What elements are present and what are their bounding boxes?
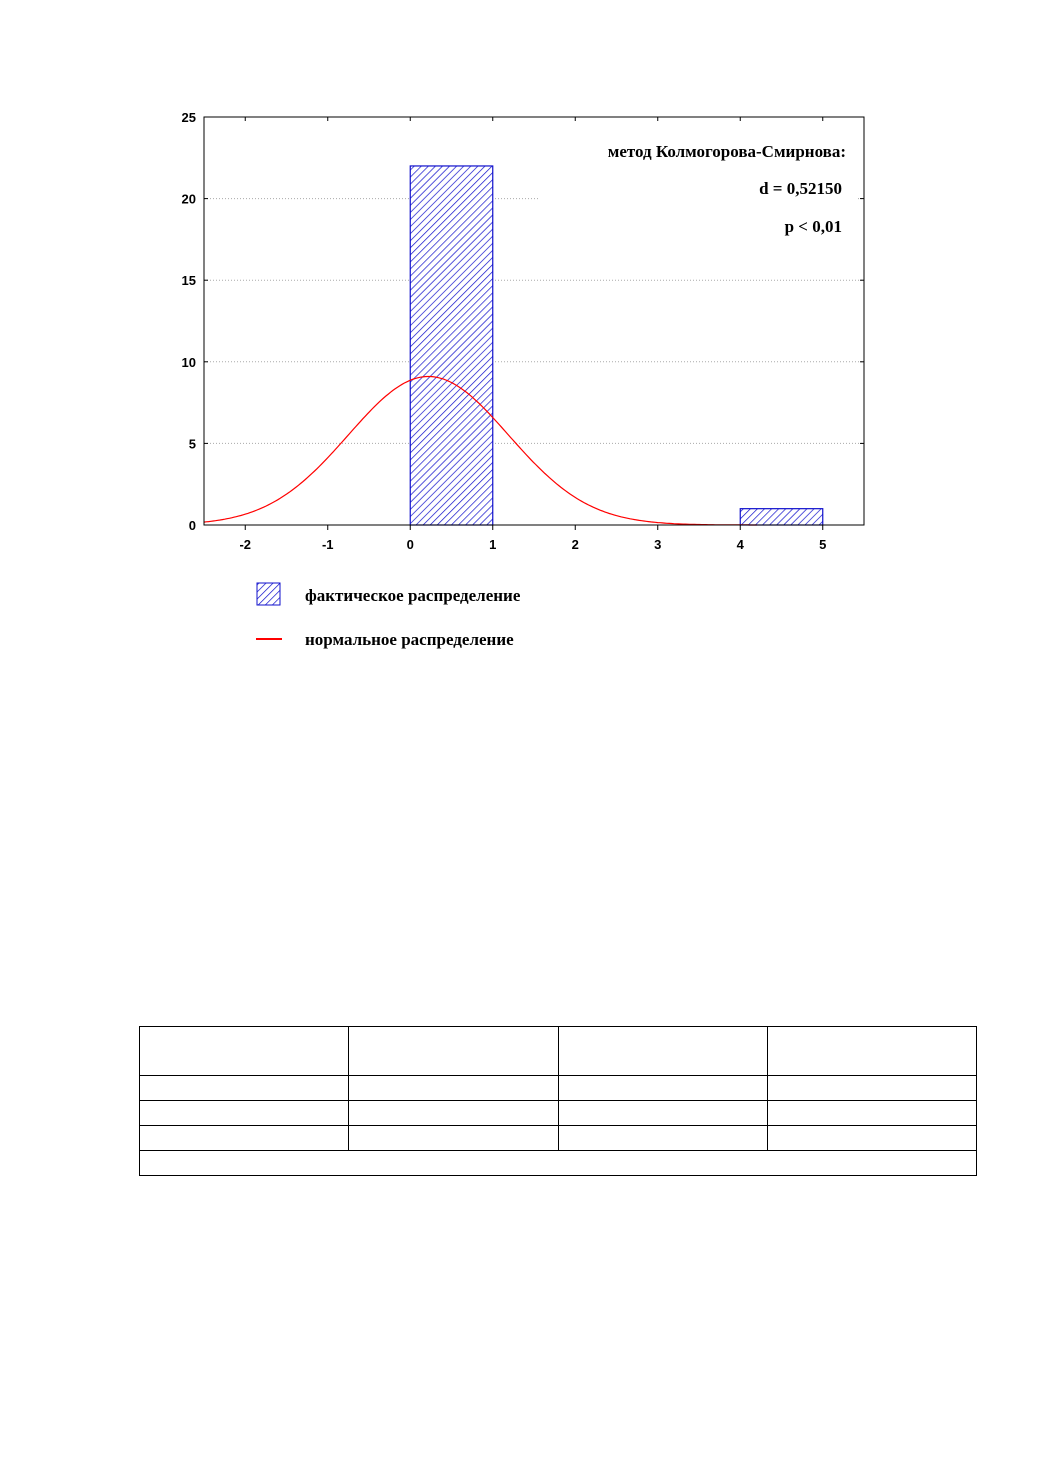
histogram-bar	[740, 509, 823, 525]
annotation-p-value: p < 0,01	[784, 217, 842, 236]
table-cell	[767, 1101, 976, 1126]
table-cell	[558, 1101, 767, 1126]
x-tick-label: -1	[321, 537, 334, 552]
x-tick-label: 3	[654, 537, 662, 552]
table-row	[140, 1101, 977, 1126]
legend	[256, 583, 521, 649]
table-cell	[558, 1126, 767, 1151]
table-cell	[558, 1076, 767, 1101]
x-tick-label: 0	[406, 537, 414, 552]
table-row	[140, 1126, 977, 1151]
x-tick-label: 1	[489, 537, 497, 552]
histogram-chart	[0, 0, 1041, 700]
x-tick-label: -2	[239, 537, 252, 552]
table-cell	[767, 1126, 976, 1151]
annotation-d-statistic: d = 0,52150	[759, 179, 842, 198]
table-row	[140, 1151, 977, 1176]
x-tick-label: 5	[819, 537, 827, 552]
table-cell	[349, 1076, 558, 1101]
table-cell	[349, 1027, 558, 1076]
table-cell	[140, 1101, 349, 1126]
legend-bar-label: фактическое распределение	[305, 586, 521, 605]
x-tick-label: 2	[571, 537, 579, 552]
table-row	[140, 1076, 977, 1101]
table-cell	[140, 1027, 349, 1076]
empty-table	[139, 1026, 977, 1176]
table-cell	[349, 1101, 558, 1126]
table-cell	[767, 1027, 976, 1076]
table-cell	[349, 1126, 558, 1151]
y-tick-label: 10	[181, 354, 196, 370]
table-cell	[767, 1076, 976, 1101]
table-cell	[140, 1151, 977, 1176]
y-tick-label: 15	[181, 273, 196, 289]
histogram-bar	[410, 166, 493, 525]
annotation-method: метод Колмогорова-Смирнова:	[607, 142, 846, 161]
table-cell	[558, 1027, 767, 1076]
y-tick-label: 5	[188, 436, 196, 452]
y-tick-label: 20	[181, 191, 196, 207]
table-cell	[140, 1126, 349, 1151]
x-tick-label: 4	[736, 537, 744, 552]
y-tick-label: 25	[181, 110, 196, 125]
legend-curve-label: нормальное распределение	[305, 630, 514, 649]
table-row	[140, 1027, 977, 1076]
table-cell	[140, 1076, 349, 1101]
legend-bar-swatch	[257, 583, 280, 605]
y-tick-label: 0	[188, 518, 196, 533]
